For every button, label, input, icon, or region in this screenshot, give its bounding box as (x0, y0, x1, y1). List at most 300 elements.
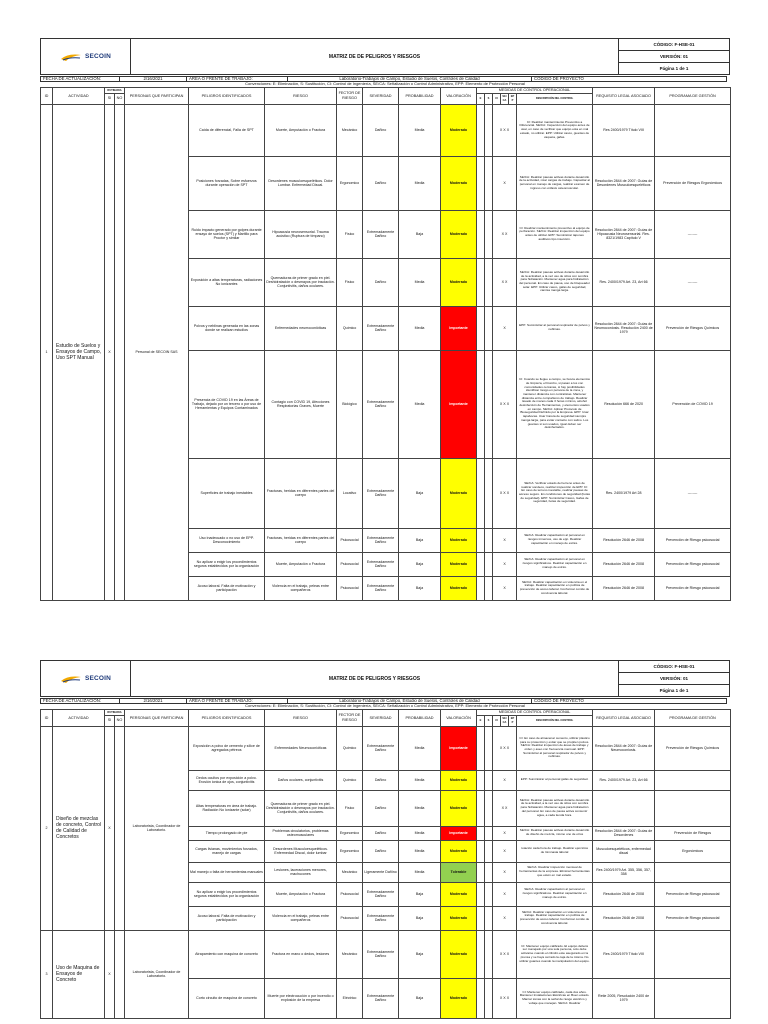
probability-cell: Baja (399, 458, 441, 528)
factor-cell: Psicosocial (337, 528, 363, 552)
measure-e-cell (477, 458, 485, 528)
table-row (41, 930, 731, 978)
legal-requirement: Res. 2400/1979 Art. 23, Art 66 (593, 770, 655, 790)
factor-cell: Psicosocial (337, 882, 363, 906)
valuation-badge: Importante (441, 350, 477, 458)
legal-requirement: Resolución 2646 de 2008 (593, 528, 655, 552)
col-routine: RUTINARIA (105, 710, 125, 716)
valuation-badge: Moderado (441, 156, 477, 210)
control-description: rotación cada hora de trabajo. Realizar ejercicios de Gimnasia laboral (517, 840, 593, 862)
hazard-cell: Corto circuito de maquina de concreto (189, 978, 265, 1018)
severity-cell: Extremadamente Dañino (363, 306, 399, 350)
management-program (655, 978, 731, 1018)
severity-cell: Dañino (363, 258, 399, 306)
measure-marks-cell: X X X (493, 458, 517, 528)
probability-cell: Baja (399, 576, 441, 600)
hazard-cell: Uso inadecuado o no uso de EPP. Desconocimiento (189, 528, 265, 552)
measure-s-cell (485, 978, 493, 1018)
valuation-badge: Tolerable (441, 862, 477, 882)
hazard-cell: Exposición a altas temperaturas, radiaciones No ionizantes (189, 258, 265, 306)
management-program: Prevención de Riesgos (655, 826, 731, 840)
col-routine: RUTINARIA (105, 88, 125, 94)
risk-cell: Fracturas, heridas en diferentes partes del cuerpo (265, 528, 337, 552)
control-description: CI: Realizar mantenimiento Preventivo a Diferencial. SE/CA: Inspección del equipo antes de usar, en caso de verificar que equipo esta en mal estado, no utilizar. EPP: Utilizar casco, guantes de vaqueta, gafas. (517, 104, 593, 156)
probability-cell: Media (399, 840, 441, 862)
risk-cell: Violencia en el trabajo, peleas entre compañeros (265, 906, 337, 930)
factor-cell: Físico (337, 790, 363, 826)
hazard-cell: Exposición a polvo de cemento y sílice de agregados pétreos (189, 726, 265, 770)
conventions: Convenciones: E: Eliminación, S: Sustitución, CI: Control de Ingeniería, SE/CA: Señalización o Control Administrativo, EPP: Elemento de Protección Personal (245, 82, 525, 86)
severity-cell: Extremadamente Dañino (363, 930, 399, 978)
date-label: FECHA DE ACTUALIZACIÓN: (40, 698, 120, 704)
factor-cell: Físico (337, 258, 363, 306)
probability-cell: Media (399, 104, 441, 156)
valuation-badge: Moderado (441, 258, 477, 306)
table-row (41, 104, 731, 156)
severity-cell: Extremadamente Dañino (363, 210, 399, 258)
col-m-epp: EPP (509, 715, 517, 726)
routine-si-mark: X (105, 104, 115, 600)
measure-s-cell (485, 790, 493, 826)
risk-cell: Fractura en mano o dedos, lesiones (265, 930, 337, 978)
factor-cell: Locativo (337, 458, 363, 528)
activity-id: 1 (41, 104, 53, 600)
col-activity: ACTIVIDAD (53, 710, 105, 727)
sheet-1 (40, 38, 730, 601)
measure-s-cell (485, 882, 493, 906)
col-activity: ACTIVIDAD (53, 88, 105, 105)
legal-requirement (593, 790, 655, 826)
col-m-epp: EPP (509, 93, 517, 104)
factor-cell: Químico (337, 770, 363, 790)
management-program: Prevención de Riesgo psicosocial (655, 906, 731, 930)
management-program: -------- (655, 210, 731, 258)
management-program (655, 930, 731, 978)
severity-cell: Ligeramente Dañino (363, 862, 399, 882)
measure-s-cell (485, 458, 493, 528)
col-risk: RIESGO (265, 710, 337, 727)
col-measures: MEDIDAS DE CONTROL OPERACIONAL (477, 710, 593, 716)
date-label: FECHA DE ACTUALIZACIÓN: (40, 76, 120, 82)
probability-cell: Media (399, 770, 441, 790)
measure-marks-cell: X X X (493, 930, 517, 978)
control-description: CI: Cuando se llegue a campo, se busca elementos de limpieza, el biombo, si pasan a los con comunidades cercanas, si hay posibilidades identificar riesgo en persona de la zona, y mantener distancia con contratistas. Mantener distancia entre compañeros de trabajo. Realizar lavado de manos cada 3 horas mínimo, alcohol desinfección de Herramientas, y elementos usados en campo. SE/CA: Aplicar Protocolo de Bioseguridad Definido por la Empresa. EPP: Usar tapabocas. Usar Careta de seguridad siempre manga larga, para evitar contacto con salivo. Los guantes si son usados, igual deben ser desinfectados. (517, 350, 593, 458)
management-program: -------- (655, 258, 731, 306)
hazard-cell: Acoso laboral. Falta de motivación y participación (189, 576, 265, 600)
control-description: EPP: Suministrar al personal respirador de polvos y neblinas. (517, 306, 593, 350)
management-program: Prevención de Riesgos Químicos (655, 306, 731, 350)
probability-cell: Media (399, 156, 441, 210)
management-program: Prevención de Riesgos Químicos (655, 726, 731, 770)
severity-cell: Extremadamente Dañino (363, 882, 399, 906)
valuation-badge: Moderado (441, 210, 477, 258)
col-m-seca: SE/CA (501, 715, 509, 726)
area-value: Laboratorio-Trabajos de Campo, Estudio de Suelos, Controles de Calidad (287, 76, 532, 82)
col-measures: MEDIDAS DE CONTROL OPERACIONAL (477, 88, 593, 94)
measure-marks-cell: X X X (493, 978, 517, 1018)
area-label: ÁREA O FRENTE DE TRABAJO: (186, 76, 288, 82)
col-m-ci: CI (493, 715, 501, 726)
participants: Personal de SECOIN SAS (125, 104, 189, 600)
measure-marks-cell: X X (493, 258, 517, 306)
hazard-cell: Atrapamiento con maquina de concreto (189, 930, 265, 978)
measure-e-cell (477, 790, 485, 826)
measure-e-cell (477, 576, 485, 600)
measure-marks-cell: X (493, 826, 517, 840)
measure-s-cell (485, 576, 493, 600)
severity-cell: Extremadamente Dañino (363, 528, 399, 552)
legal-requirement: Resolución 2844 de 2007: Guías de Hipoacusia Neurosensorial. Res. 8321/1983 Capítulo V (593, 210, 655, 258)
factor-cell: Ergonomico (337, 826, 363, 840)
valuation-badge: Moderado (441, 978, 477, 1018)
document-code-box (619, 39, 729, 74)
risk-cell: Hipoacusia neurosensorial. Trauma acústico (Ruptura de tímpano) (265, 210, 337, 258)
col-si: SI (105, 715, 115, 726)
participants: Laboratorista, Coordinador de Laboratorio. (125, 930, 189, 1018)
activity-name: Uso de Maquina de Ensayos de Concreto (53, 930, 105, 1018)
measure-s-cell (485, 826, 493, 840)
valuation-badge: Moderado (441, 882, 477, 906)
management-program: Prevención de Riesgos Ergonómicos (655, 156, 731, 210)
control-description: CI: Realizar mantenimiento preventivo al equipo de perforación. SE/CA: Realizar inspección del equipo antes de utilizar. EPP: Suministrar tapones auditivos tipo inserción. (517, 210, 593, 258)
col-valuation: VALORACIÓN (441, 88, 477, 105)
hazard-cell: No aplicar o exigir los procedimientos seguros establecidos por la organización (189, 552, 265, 576)
measure-e-cell (477, 726, 485, 770)
control-description: SE/CA: Verificar estado del terreno antes de realizar sondeos, realizar inspección de EPP. CI: En caso de terreno inestable, realizar pausas de acceso seguro. En condiciones de seguridad (botas de seguridad). EPP: Suministrar Casco, Gafas de seguridad, botas de seguridad. (517, 458, 593, 528)
valuation-badge: Importante (441, 726, 477, 770)
management-program (655, 790, 731, 826)
col-probability: PROBABILIDAD (399, 88, 441, 105)
risk-cell: Violencia en el trabajo, peleas entre compañeros (265, 576, 337, 600)
activity-id: 2 (41, 726, 53, 930)
measure-s-cell (485, 306, 493, 350)
probability-cell: Baja (399, 978, 441, 1018)
sheet-2 (40, 660, 730, 1019)
legal-requirement: Resolución 2646 de 2008 (593, 552, 655, 576)
measure-e-cell (477, 906, 485, 930)
management-program: Ergonómicos (655, 840, 731, 862)
hazard-cell: Acoso laboral. Falta de motivación y participación (189, 906, 265, 930)
risk-cell: Enfermedades Neumoconióticas (265, 726, 337, 770)
control-description: SE/CA: Realizar pausas activas durante desarrollo de diseño de mezcla, mismo uno de otros (517, 826, 593, 840)
severity-cell: Extremadamente Dañino (363, 350, 399, 458)
measure-marks-cell: X X X (493, 350, 517, 458)
severity-cell: Dañino (363, 770, 399, 790)
legal-requirement: Resolución 2646 de 2008 (593, 882, 655, 906)
risk-matrix-table-2 (40, 709, 731, 1019)
probability-cell: Baja (399, 210, 441, 258)
measure-s-cell (485, 210, 493, 258)
control-description: CI: Mantener equipo calibrado. El equipo deberá ser manejado por una sola persona, solo debe activarse cuando el cilindro este asegurado en la prensa y se haya cerrado la caja de la misma. No utilizar guantes cuando la manipulación del equipo. (517, 930, 593, 978)
valuation-badge: Moderado (441, 104, 477, 156)
col-m-e: E (477, 93, 485, 104)
project-label: CODIGO DE PROYECTO (531, 76, 727, 82)
col-m-ci: CI (493, 93, 501, 104)
measure-marks-cell: X X X (493, 726, 517, 770)
col-control-desc: DESCRIPCIÓN DEL CONTROL (517, 715, 593, 726)
measure-e-cell (477, 770, 485, 790)
col-legal: REQUISITO LEGAL ASOCIADO (593, 88, 655, 105)
document-version: VERSIÓN: 01 (619, 51, 729, 63)
factor-cell: Químico (337, 726, 363, 770)
legal-requirement: Musculoesqueléticos, enfermedad discal (593, 840, 655, 862)
document-page: Página 1 de 1 (659, 65, 689, 71)
document-header (40, 38, 730, 75)
col-id: ID (41, 88, 53, 105)
factor-cell: Ergonomico (337, 840, 363, 862)
col-no: NO (115, 715, 125, 726)
measure-s-cell (485, 930, 493, 978)
company-logo-2 (41, 661, 131, 696)
valuation-badge: Moderado (441, 790, 477, 826)
control-description: CI: En caso de almacenar cemento, utilizar plastico para su protección y evitar que se propiten polvos. SE/CA: Realizar inspección de áreas de trabajo y orden y aseo con frecuencia mensual. EPP: Suministrar al personal respirador de polvos y neblinas. (517, 726, 593, 770)
valuation-badge: Moderado (441, 552, 477, 576)
measure-s-cell (485, 350, 493, 458)
probability-cell: Baja (399, 930, 441, 978)
risk-cell: Desordenes Musculoesqueléticos. Enfermedad Discal, dolor lumbar (265, 840, 337, 862)
probability-cell: Media (399, 258, 441, 306)
severity-cell: Extremadamente Dañino (363, 576, 399, 600)
measure-e-cell (477, 156, 485, 210)
severity-cell: Extremadamente Dañino (363, 906, 399, 930)
measure-e-cell (477, 978, 485, 1018)
legal-requirement: Resolución 2844 de 2007: Guías de Neumoconiosis. Resolución 2400 de 1979 (593, 306, 655, 350)
secoin-logo-icon (60, 52, 82, 62)
control-description: SE/CA: Realizar capacitación en violencia en el trabajo. Realizar capacitación en política de prevención de acoso laboral. Conformar comité de convivencia laboral. (517, 906, 593, 930)
hazard-cell: Dedos ocultos por exposición a polvo. Erosión ionica de ojos, conjuntivitis (189, 770, 265, 790)
area-value: Laboratorio-Trabajos de Campo, Estudio de Suelos, Controles de Calidad (287, 698, 532, 704)
date-value: 2/16/2021 (119, 698, 187, 704)
project-label: CODIGO DE PROYECTO (531, 698, 727, 704)
legal-requirement: Resolución 2646 de 2008 (593, 576, 655, 600)
management-program: Prevención de COVID 19 (655, 350, 731, 458)
col-legal: REQUISITO LEGAL ASOCIADO (593, 710, 655, 727)
risk-cell: Muerte, Amputación o Fractura (265, 882, 337, 906)
conventions: Convenciones: E: Eliminación, S: Sustitución, CI: Control de Ingeniería, SE/CA: Señalización o Control Administrativo, EPP: Elemento de Protección Personal (245, 704, 525, 708)
document-header-2 (40, 660, 730, 697)
probability-cell: Media (399, 306, 441, 350)
participants: Laboratorista, Coordinador de Laboratorio. (125, 726, 189, 930)
routine-no-mark (115, 104, 125, 600)
legal-requirement: Res 2400/1979 Art. 355, 356, 357, 358 (593, 862, 655, 882)
measure-s-cell (485, 906, 493, 930)
measure-marks-cell: X (493, 882, 517, 906)
col-m-seca: SE/CA (501, 93, 509, 104)
severity-cell: Extremadamente Dañino (363, 458, 399, 528)
routine-si-mark: X (105, 726, 115, 930)
measure-marks-cell: X (493, 156, 517, 210)
measure-s-cell (485, 862, 493, 882)
activity-id: 3 (41, 930, 53, 1018)
measure-e-cell (477, 862, 485, 882)
measure-s-cell (485, 726, 493, 770)
legal-requirement: Res. 2400/1979 Art. 23, Art 66 (593, 258, 655, 306)
measure-marks-cell: X (493, 528, 517, 552)
col-m-e: E (477, 715, 485, 726)
factor-cell: Ergonomico (337, 156, 363, 210)
hazard-cell: No aplicar o exigir los procedimientos seguros establecidos por la organización (189, 882, 265, 906)
col-hazards: PELIGROS IDENTIFICADOS (189, 88, 265, 105)
severity-cell: Dañino (363, 840, 399, 862)
severity-cell: Extremadamente Dañino (363, 552, 399, 576)
risk-cell: Lesiones, laceraciones menores, machucones (265, 862, 337, 882)
measure-e-cell (477, 210, 485, 258)
col-id: ID (41, 710, 53, 727)
control-description: CI: Mantener equipo calibrado, cada dos años. Mantener Instalaciones Eléctricas en Buen estado. Marcar tomas con la señal de riesgo eléctrico y voltaje que manejan. SE/CA: Realizar (517, 978, 593, 1018)
measure-s-cell (485, 258, 493, 306)
probability-cell: Media (399, 862, 441, 882)
probability-cell: Media (399, 350, 441, 458)
measure-s-cell (485, 528, 493, 552)
severity-cell: Extremadamente Dañino (363, 978, 399, 1018)
routine-no-mark (115, 726, 125, 930)
col-factor: FECTOR DE RIESGO (337, 88, 363, 105)
valuation-badge: Moderado (441, 930, 477, 978)
valuation-badge: Moderado (441, 906, 477, 930)
management-program: Prevención de Riesgo psicosocial (655, 576, 731, 600)
document-code-box (619, 661, 729, 696)
probability-cell: Baja (399, 906, 441, 930)
col-control-desc: DESCRIPCIÓN DEL CONTROL (517, 93, 593, 104)
severity-cell: Extremadamente Dañino (363, 726, 399, 770)
col-program: PROGRAMA DE GESTIÓN (655, 88, 731, 105)
factor-cell: Mecánico (337, 862, 363, 882)
management-program: -------- (655, 458, 731, 528)
measure-e-cell (477, 528, 485, 552)
col-hazards: PELIGROS IDENTIFICADOS (189, 710, 265, 727)
legal-requirement: Res 2400/1979 Título VIII (593, 104, 655, 156)
risk-cell: Muerte por electrocución o por incendio o explosión de la empresa (265, 978, 337, 1018)
measure-marks-cell: X X (493, 790, 517, 826)
control-description: EPP: Suministrar al personal gafas de seguridad. (517, 770, 593, 790)
hazard-cell: Cargas livianas, movimientos forzados, manejo de cargas (189, 840, 265, 862)
management-program: Prevención de Riesgo psicosocial (655, 882, 731, 906)
valuation-badge: Moderado (441, 840, 477, 862)
risk-matrix-table-1 (40, 87, 731, 601)
measure-marks-cell: X (493, 906, 517, 930)
valuation-badge: Moderado (441, 458, 477, 528)
document-page: Página 1 de 1 (659, 687, 689, 693)
hazard-cell: Altas temperaturas en área de trabajo. Radiación No ionizante (solar) (189, 790, 265, 826)
measure-e-cell (477, 840, 485, 862)
risk-cell: Fracturas, heridas en diferentes partes del cuerpo (265, 458, 337, 528)
measure-e-cell (477, 826, 485, 840)
col-si: SI (105, 93, 115, 104)
col-persons: PERSONAS QUE PARTICIPAN (125, 710, 189, 727)
hazard-cell: Tiempo prolongado de pie (189, 826, 265, 840)
probability-cell: Media (399, 826, 441, 840)
area-label: ÁREA O FRENTE DE TRABAJO: (186, 698, 288, 704)
measure-e-cell (477, 306, 485, 350)
col-persons: PERSONAS QUE PARTICIPAN (125, 88, 189, 105)
hazard-cell: Posiciones forzadas, Sobre esfuerzos durante operación de SPT (189, 156, 265, 210)
legal-requirement: Resolución 666 de 2020 (593, 350, 655, 458)
col-risk: RIESGO (265, 88, 337, 105)
hazard-cell: Caída de diferencial, Falla de SPT (189, 104, 265, 156)
measure-e-cell (477, 930, 485, 978)
company-name: SECOIN (84, 674, 112, 682)
factor-cell: Físico (337, 210, 363, 258)
hazard-cell: Mal manejo o falta de herramientas manuales (189, 862, 265, 882)
risk-cell: Enfermedades neumoconióticas (265, 306, 337, 350)
factor-cell: Mecánico (337, 930, 363, 978)
valuation-badge: Importante (441, 306, 477, 350)
col-valuation: VALORACIÓN (441, 710, 477, 727)
risk-cell: Quemaduras de primer grado en piel. Deshidratación o desmayos por insolación. Conjuntivitis, daños oculares. (265, 258, 337, 306)
control-description: SE/CA: Realizar pausas activas durante desarrollo de la actividad, a la vez uso de sitios con sombra para hidratación. Mantener agua para hidratación del personal. En caso de pausa activa consumir agua, a cada tienda hora. (517, 790, 593, 826)
severity-cell: Dañino (363, 156, 399, 210)
routine-si-mark: X (105, 930, 115, 1018)
measure-e-cell (477, 882, 485, 906)
measure-s-cell (485, 770, 493, 790)
measure-s-cell (485, 156, 493, 210)
factor-cell: Psicosocial (337, 906, 363, 930)
management-program (655, 862, 731, 882)
risk-cell: Desordenes musculoesqueléticos. Dolor Lumbar. Enfermedad Discal. (265, 156, 337, 210)
hazard-cell: Ruido impacto generado por golpes durante ensayo de suelos (SPT) y Martillo para Proctor y similar (189, 210, 265, 258)
severity-cell: Dañino (363, 826, 399, 840)
management-program: Prevención de Riesgo psicosocial (655, 552, 731, 576)
management-program: Prevención de Riesgo psicosocial (655, 528, 731, 552)
legal-requirement: Resolución 2844 de 2007: Guías de Desordenes Musculoesqueléticos (593, 156, 655, 210)
activity-name: Diseño de mezclas de concreto, Control de Calidad de Concretos (53, 726, 105, 930)
document-version: VERSIÓN: 01 (619, 673, 729, 685)
control-description: SE/CA: Realizar capacitación al personal en riesgos inmersos, uso de epp. Realizar capacitación en manejo de estrés. (517, 528, 593, 552)
col-severity: SEVERIDAD (363, 88, 399, 105)
company-logo (41, 39, 131, 74)
measure-e-cell (477, 552, 485, 576)
control-description: SE/CA: Realizar capacitación al personal en riesgos significativos. Realizar capacitación en manejo de estrés. (517, 552, 593, 576)
measure-marks-cell: X (493, 306, 517, 350)
risk-cell: Muerte, Amputación o Fractura (265, 104, 337, 156)
risk-cell: Problemas circulatorios, problemas osteomusculares (265, 826, 337, 840)
col-probability: PROBABILIDAD (399, 710, 441, 727)
measure-marks-cell: X (493, 552, 517, 576)
management-program (655, 104, 731, 156)
probability-cell: Baja (399, 528, 441, 552)
probability-cell: Media (399, 726, 441, 770)
col-program: PROGRAMA DE GESTIÓN (655, 710, 731, 727)
legal-requirement: Resolución 2646 de 2008 (593, 906, 655, 930)
factor-cell: Psicosocial (337, 552, 363, 576)
hazard-cell: Polvos y neblinas generada en las zonas donde se realizan estudios (189, 306, 265, 350)
measure-marks-cell: X X (493, 210, 517, 258)
control-description: SE/CA: Realizar capacitación en violencia en el trabajo. Realizar capacitación en política de prevención de acoso laboral. Conformar comité de convivencia laboral. (517, 576, 593, 600)
severity-cell: Dañino (363, 790, 399, 826)
control-description: SE/CA: Realizar capacitación al personal en riesgos significativos. Realizar capacitación en manejo de estrés. (517, 882, 593, 906)
management-program (655, 770, 731, 790)
probability-cell: Baja (399, 882, 441, 906)
activity-name: Estudio de Suelos y Ensayos de Campo, Uso SPT Manual (53, 104, 105, 600)
control-description: SE/CA: Realizar pausas activas durante desarrollo de la actividad, rotar cargas de trabajo. Capacitar al personal en manejo de cargas, realizar examen de ingreso con énfasis osteomuscular. (517, 156, 593, 210)
risk-cell: Contagio con COVID 19, Afecciones Respiratorias Graves, Muerte (265, 350, 337, 458)
col-no: NO (115, 93, 125, 104)
legal-requirement: Resolución 2844 de 2007: Guías de Neumoconiosis. (593, 726, 655, 770)
probability-cell: Media (399, 790, 441, 826)
measure-marks-cell: X (493, 770, 517, 790)
routine-no-mark (115, 930, 125, 1018)
col-severity: SEVERIDAD (363, 710, 399, 727)
risk-cell: Quemaduras de primer grado en piel. Deshidratación o desmayos por insolación. Conjuntivitis, daños oculares. (265, 790, 337, 826)
date-value: 2/16/2021 (119, 76, 187, 82)
factor-cell: Químico (337, 306, 363, 350)
hazard-cell: Superficies de trabajo inestables (189, 458, 265, 528)
measure-marks-cell: X (493, 840, 517, 862)
legal-requirement: Resolución 2844 de 2007: Guías de Desordenes (593, 826, 655, 840)
risk-cell: Muerte, Amputación o Fractura (265, 552, 337, 576)
severity-cell: Dañino (363, 104, 399, 156)
factor-cell: Biológico (337, 350, 363, 458)
